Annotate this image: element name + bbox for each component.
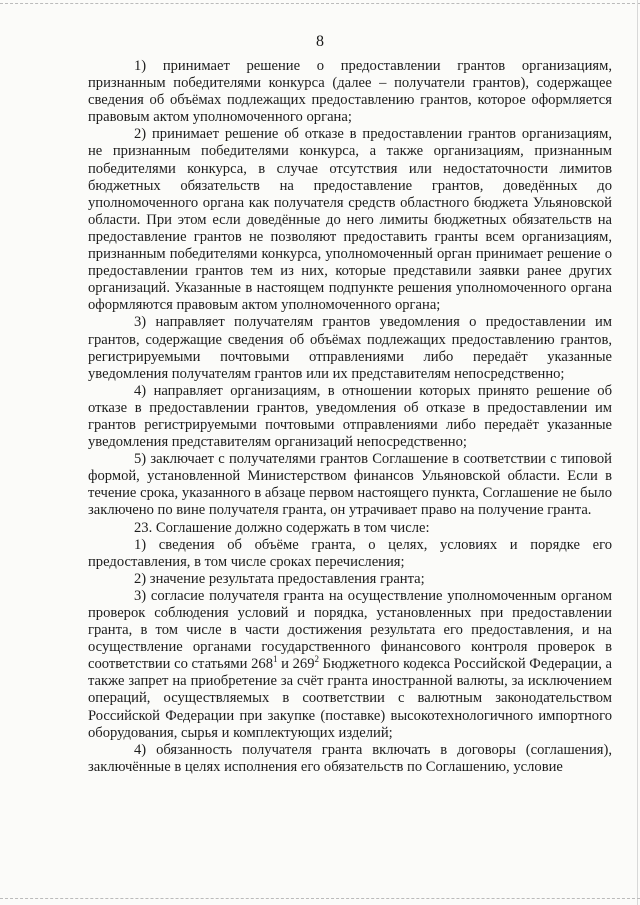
paragraph-subitem-5: 5) заключает с получателями грантов Соглашение в соответствии с типовой формой, установленной Министерством финансов Ульяновской области. Если в течение срока, указанного в абзаце первом настоящего пункта, Соглашение не было заключено по вине получателя гранта, он утрачивает право на получение гранта. bbox=[88, 451, 612, 519]
paragraph-text-part: 3) согласие получателя гранта на осуществление уполномоченным органом проверок соблюдения условий и порядка, установленных при предоставлении гранта, в том числе в части достижения результата его предоставления, и на осуществление органами государственного финансового контроля проверок в соответствии со статьями 268 bbox=[88, 587, 612, 673]
paragraph-clause-23-item-4: 4) обязанность получателя гранта включать в договоры (соглашения), заключённые в целях исполнения его обязательств по Соглашению, условие bbox=[88, 741, 612, 775]
page-number: 8 bbox=[316, 33, 324, 50]
paragraph-subitem-1: 1) принимает решение о предоставлении грантов организациям, признанным победителями конкурса (далее – получатели грантов), содержащее сведения об объёмах подлежащих предоставлению грантов, которое оформляется правовым актом уполномоченного органа; bbox=[88, 58, 612, 126]
superscript: 2 bbox=[314, 654, 320, 665]
scan-edge-top bbox=[0, 3, 640, 4]
paragraph-clause-23: 23. Соглашение должно содержать в том числе: bbox=[134, 519, 430, 536]
paragraph-text-part: Бюджетного кодекса Российской Федерации, а также запрет на приобретение за счёт гранта иностранной валюты, за исключением операций, осуществляемых в соответствии с валютным законодательством Российской Федерации при закупке (поставке) высокотехнологичного импортного оборудования, сырья и комплектующих изделий; bbox=[88, 656, 612, 741]
superscript: 1 bbox=[273, 654, 278, 665]
paragraph-subitem-3: 3) направляет получателям грантов уведомления о предоставлении им грантов, содержащие сведения об объёмах подлежащих предоставлению грантов, регистрируемыми почтовыми отправлениями либо передаёт указанные уведомления получателям грантов или их представителям непосредственно; bbox=[88, 314, 612, 382]
scan-edge-bottom bbox=[0, 898, 640, 899]
paragraph-clause-23-item-3 bbox=[88, 588, 612, 742]
paragraph-subitem-4: 4) направляет организациям, в отношении которых принято решение об отказе в предоставлении грантов, уведомления об отказе в предоставлении им грантов регистрируемыми почтовыми отправлениями либо передаёт указанные уведомления представителям организаций непосредственно; bbox=[88, 382, 612, 451]
paragraph-clause-23-item-1: 1) сведения об объёме гранта, о целях, условиях и порядке его предоставления, в том числе сроках перечисления; bbox=[88, 536, 612, 570]
paragraph-clause-23-item-2: 2) значение результата предоставления гранта; bbox=[134, 570, 425, 587]
paragraph-text-part: и 269 bbox=[277, 656, 315, 673]
scan-edge-right bbox=[637, 0, 638, 905]
paragraph-subitem-2: 2) принимает решение об отказе в предоставлении грантов организациям, не признанным победителями конкурса, а также организациям, признанным победителями конкурса, в случае отсутствия или недостаточности лимитов бюджетных обязательств на предоставление грантов, доведённых до уполномоченного органа как получателя средств областного бюджета Ульяновской области. При этом если доведённые до него лимиты бюджетных обязательств на предоставление грантов не позволяют предоставить гранты всем организациям, признанным победителями конкурса, уполномоченный орган принимает решение о предоставлении грантов тем из них, которые представили заявки ранее других организаций. Указанные в настоящем подпункте решения уполномоченного органа оформляются правовым актом уполномоченного органа; bbox=[88, 126, 612, 314]
document-body bbox=[88, 58, 612, 776]
